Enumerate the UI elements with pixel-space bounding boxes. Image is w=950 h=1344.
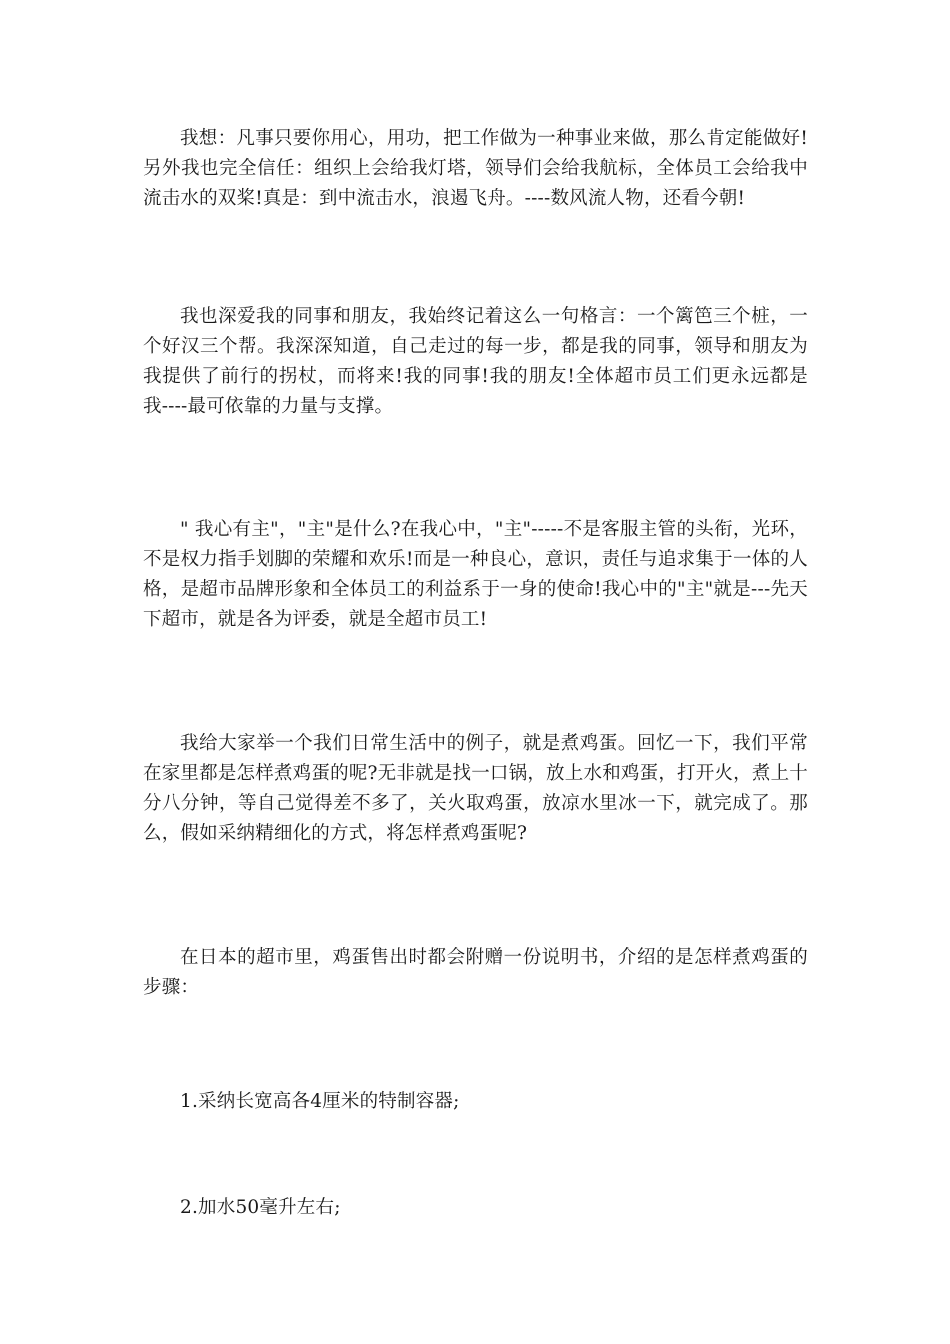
list-item-step-1: 1.采纳长宽高各4厘米的特制容器;	[180, 1091, 460, 1112]
paragraph-4: 我给大家举一个我们日常生活中的例子，就是煮鸡蛋。回忆一下，我们平常在家里都是怎样煮鸡蛋的呢?无非就是找一口锅，放上水和鸡蛋，打开火，煮上十分八分钟，等自己觉得差不多了，关火取鸡蛋，放凉水里冰一下，就完成了。那么，假如采纳精细化的方式，将怎样煮鸡蛋呢?	[143, 733, 808, 844]
paragraph-5: 在日本的超市里，鸡蛋售出时都会附赠一份说明书，介绍的是怎样煮鸡蛋的步骤：	[143, 947, 808, 998]
paragraph-3: " 我心有主"，"主"是什么?在我心中，"主"-----不是客服主管的头衔，光环，不是权力指手划脚的荣耀和欢乐!而是一种良心，意识，责任与追求集于一体的人格，是超市品牌形象和全体员工的利益系于一身的使命!我心中的"主"就是---先天下超市，就是各为评委，就是全超市员工!	[143, 519, 808, 630]
paragraph-1: 我想：凡事只要你用心，用功，把工作做为一种事业来做，那么肯定能做好!另外我也完全信任：组织上会给我灯塔，领导们会给我航标，全体员工会给我中流击水的双桨!真是：到中流击水，浪遏飞舟。----数风流人物，还看今朝!	[143, 128, 808, 209]
paragraph-2: 我也深爱我的同事和朋友，我始终记着这么一句格言：一个篱笆三个桩，一个好汉三个帮。我深深知道，自己走过的每一步，都是我的同事，领导和朋友为我提供了前行的拐杖，而将来!我的同事!我的朋友!全体超市员工们更永远都是我----最可依靠的力量与支撑。	[143, 306, 808, 417]
list-item-step-2: 2.加水50毫升左右;	[180, 1197, 341, 1218]
